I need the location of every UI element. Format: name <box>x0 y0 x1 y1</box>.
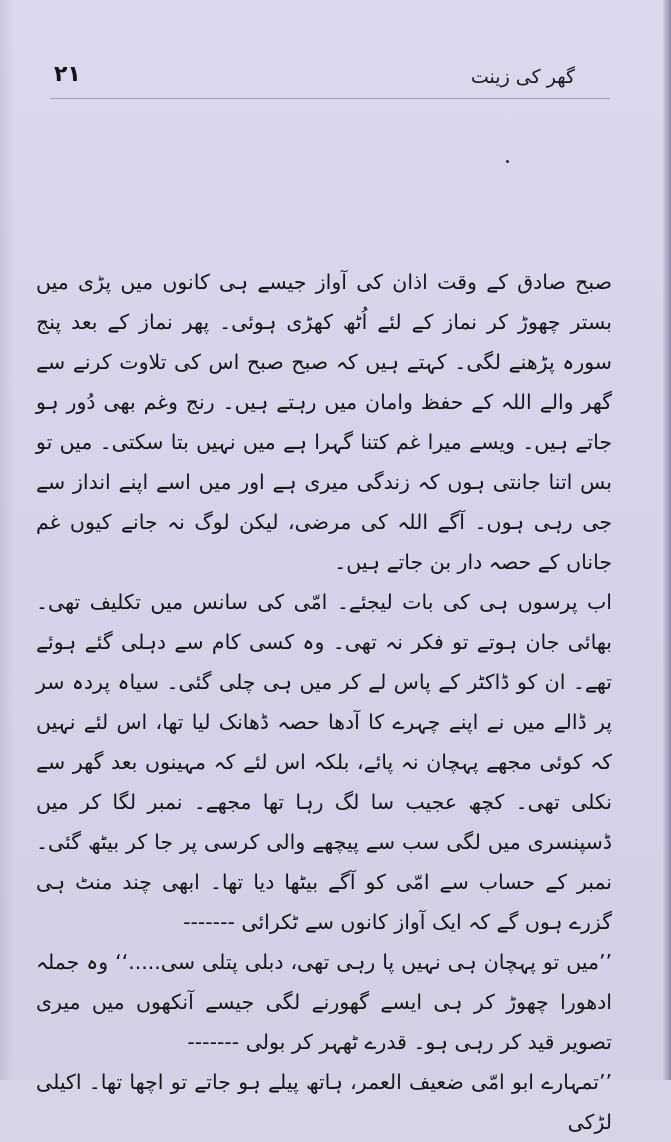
header-divider <box>50 98 610 99</box>
paragraph-2: اب پرسوں ہی کی بات لیجئے۔ امّی کی سانس میں تکلیف تھی۔ بھائی جان ہوتے تو فکر نہ تھی۔ وہ کسی کام سے دہلی گئے ہوئے تھے۔ ان کو ڈاکٹر کے پاس لے کر میں ہی چلی گئی۔ سیاہ پردہ سر پر ڈالے میں نے اپنے چہرے کا آدھا حصہ ڈھانک لیا تھا، اس لئے نہیں کہ کوئی مجھے پہچان نہ پائے، بلکہ اس لئے کہ مہینوں بعد گھر سے نکلی تھی۔ کچھ عجیب سا لگ رہا تھا مجھے۔ نمبر لگا کر میں ڈسپنسری میں لگی سب سے پیچھے والی کرسی پر جا کر بیٹھ گئی۔ نمبر کے حساب سے امّی کو آگے بیٹھا دیا تھا۔ ابھی چند منٹ ہی گزرے ہوں گے کہ ایک آواز کانوں سے ٹکرائی ------- <box>36 590 612 934</box>
running-title: گھر کی زینت <box>470 66 575 88</box>
ink-dot-mark <box>506 160 509 163</box>
body-text <box>36 262 612 1142</box>
paragraph-3: ’’میں تو پہچان ہی نہیں پا رہی تھی، دبلی پتلی سی.....‘‘ وہ جملہ ادھورا چھوڑ کر ہی ایسے گھورنے لگی جیسے آنکھوں میں میری تصویر قید کر رہی ہو۔ قدرے ٹھہر کر بولی ------- <box>36 950 612 1054</box>
page-number: ۲۱ <box>54 62 81 87</box>
page-edge-shadow <box>663 0 671 1080</box>
paragraph-4: ’’تمہارے ابو امّی ضعیف العمر، ہاتھ پیلے ہو جاتے تو اچھا تھا۔ اکیلی لڑکی <box>36 1070 612 1134</box>
paragraph-1: صبح صادق کے وقت اذان کی آواز جیسے ہی کانوں میں پڑی میں بستر چھوڑ کر نماز کے لئے اُٹھ کھڑی ہوئی۔ پھر نماز کے بعد پنج سورہ پڑھنے لگی۔ کہتے ہیں کہ صبح صبح اس کی تلاوت کرنے سے گھر والے اللہ کے حفظ وامان میں رہتے ہیں۔ رنج وغم بھی دُور ہو جاتے ہیں۔ ویسے میرا غم کتنا گہرا ہے میں نہیں بتا سکتی۔ میں تو بس اتنا جانتی ہوں کہ زندگی میری ہے اور میں اسے اپنے انداز سے جی رہی ہوں۔ آگے اللہ کی مرضی، لیکن لوگ نہ جانے کیوں غم جاناں کے حصہ دار بن جاتے ہیں۔ <box>36 270 612 574</box>
